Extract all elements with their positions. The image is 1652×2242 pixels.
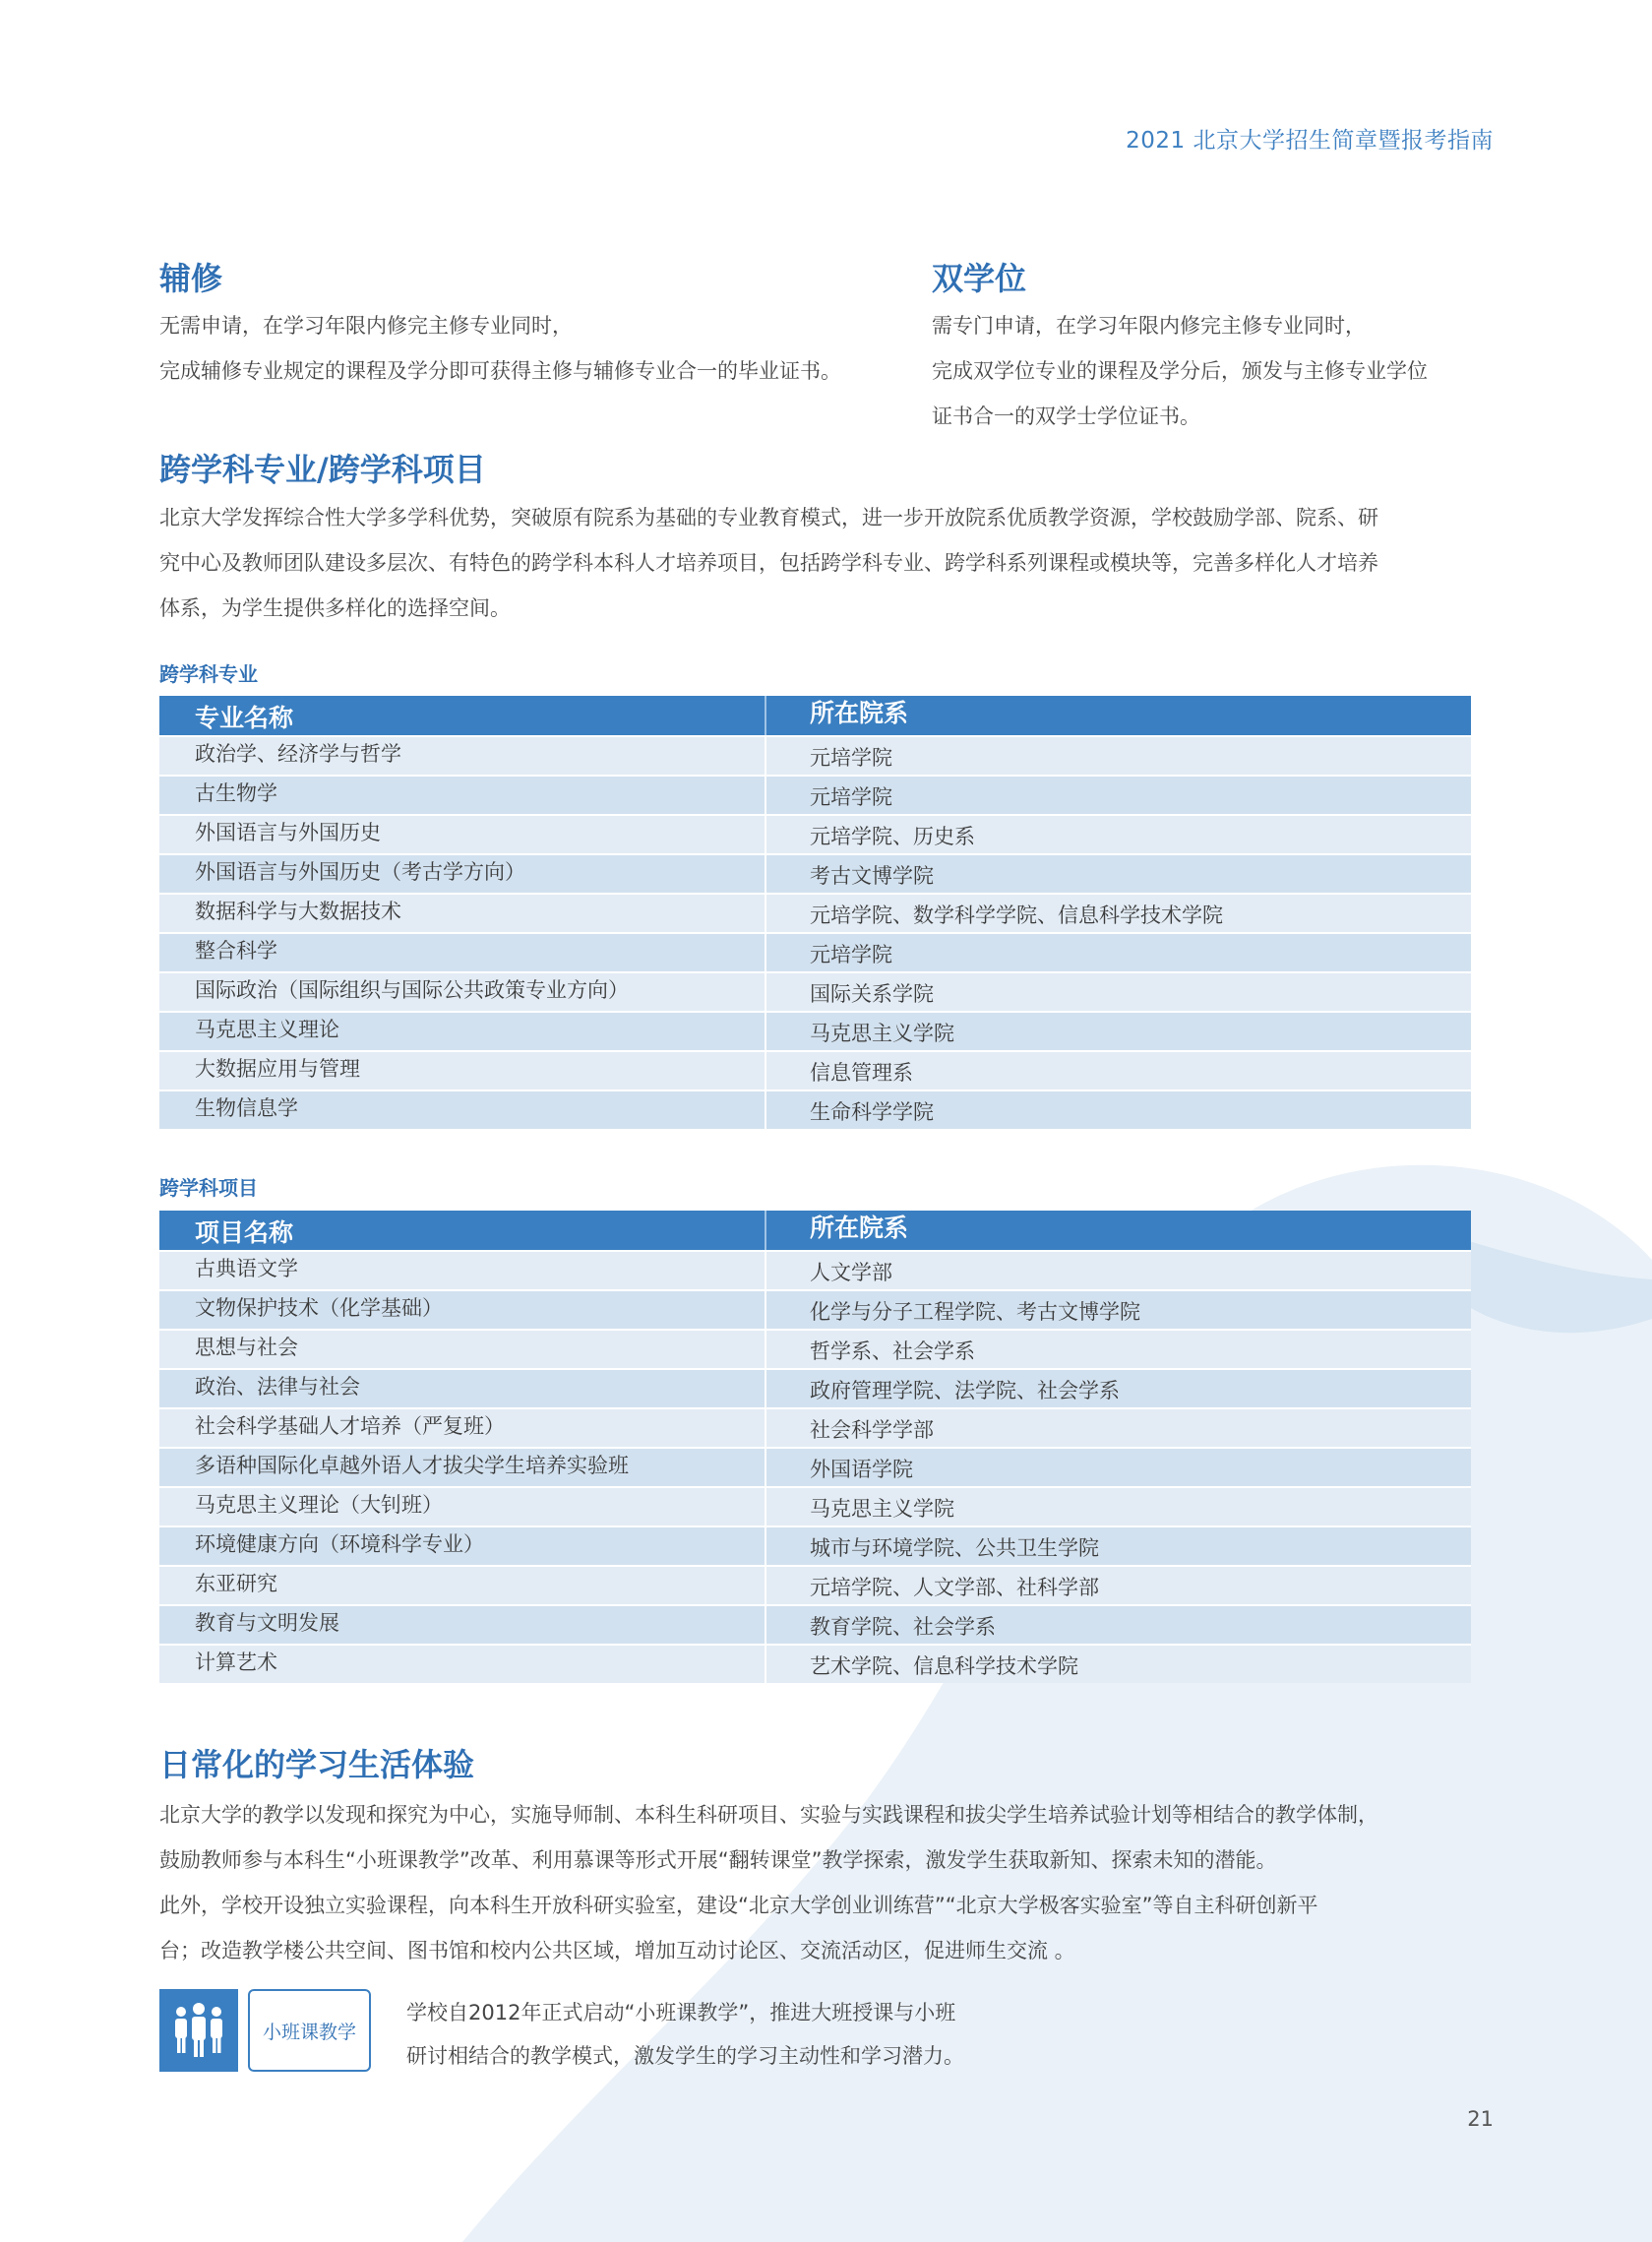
cell-department: 考古文博学院 bbox=[810, 864, 934, 888]
table-row bbox=[159, 1604, 1471, 1644]
cell-name: 马克思主义理论（大钊班） bbox=[159, 1488, 766, 1526]
table-row bbox=[159, 1090, 1471, 1129]
cell-name: 大数据应用与管理 bbox=[159, 1052, 766, 1090]
minor-heading: 辅修 bbox=[159, 260, 223, 297]
small-class-line: 学校自2012年正式启动“小班课教学”，推进大班授课与小班 bbox=[406, 2001, 956, 2024]
daily-learning-heading: 日常化的学习生活体验 bbox=[159, 1746, 475, 1783]
cell-name: 文物保护技术（化学基础） bbox=[159, 1291, 766, 1329]
table-row bbox=[159, 971, 1471, 1011]
cell-department: 元培学院 bbox=[810, 785, 892, 809]
table-row bbox=[159, 1486, 1471, 1526]
table-row bbox=[159, 893, 1471, 932]
cell-name: 古生物学 bbox=[159, 777, 766, 814]
cell-name: 国际政治（国际组织与国际公共政策专业方向） bbox=[159, 973, 766, 1011]
interdisciplinary-line: 体系，为学生提供多样化的选择空间。 bbox=[159, 596, 511, 620]
daily-learning-text bbox=[159, 1792, 1378, 1973]
double-degree-line: 需专门申请，在学习年限内修完主修专业同时， bbox=[932, 314, 1366, 338]
majors-table-header bbox=[159, 696, 1471, 735]
interdisciplinary-line: 北京大学发挥综合性大学多学科优势，突破原有院系为基础的专业教育模式，进一步开放院系优质教学资源，学校鼓励学部、院系、研 bbox=[159, 506, 1378, 529]
small-class-line: 研讨相结合的教学模式，激发学生的学习主动性和学习潜力。 bbox=[406, 2044, 964, 2068]
table-row bbox=[159, 1289, 1471, 1329]
daily-learning-line: 鼓励教师参与本科生“小班课教学”改革、利用慕课等形式开展“翻转课堂”教学探索，激发学生获取新知、探索未知的潜能。 bbox=[159, 1848, 1277, 1872]
table-row bbox=[159, 1526, 1471, 1565]
cell-department: 元培学院、人文学部、社科学部 bbox=[810, 1576, 1099, 1599]
table-row bbox=[159, 932, 1471, 971]
table-row bbox=[159, 814, 1471, 853]
table-row bbox=[159, 1050, 1471, 1090]
small-class-label: 小班课教学 bbox=[248, 1989, 371, 2072]
cell-department: 教育学院、社会学系 bbox=[810, 1615, 996, 1639]
interdisciplinary-heading: 跨学科专业/跨学科项目 bbox=[159, 451, 486, 488]
table-row bbox=[159, 1644, 1471, 1683]
double-degree-heading: 双学位 bbox=[932, 260, 1027, 297]
table-row bbox=[159, 1250, 1471, 1289]
people-group-icon bbox=[159, 1989, 238, 2072]
cell-name: 生物信息学 bbox=[159, 1091, 766, 1129]
small-class-text bbox=[406, 1991, 964, 2078]
daily-learning-line: 此外，学校开设独立实验课程，向本科生开放科研实验室，建设“北京大学创业训练营”“北京大学极客实验室”等自主科研创新平 bbox=[159, 1894, 1318, 1917]
cell-department: 艺术学院、信息科学技术学院 bbox=[810, 1654, 1078, 1678]
cell-department: 元培学院 bbox=[810, 943, 892, 966]
double-degree-line: 完成双学位专业的课程及学分后，颁发与主修专业学位 bbox=[932, 359, 1428, 383]
table-row bbox=[159, 1329, 1471, 1368]
cell-name: 环境健康方向（环境科学专业） bbox=[159, 1527, 766, 1565]
cell-department: 马克思主义学院 bbox=[810, 1497, 954, 1521]
daily-learning-line: 台；改造教学楼公共空间、图书馆和校内公共区域，增加互动讨论区、交流活动区，促进师生交流 。 bbox=[159, 1939, 1075, 1962]
page-header-title: 2021 北京大学招生简章暨报考指南 bbox=[1126, 128, 1494, 154]
table-row bbox=[159, 1368, 1471, 1407]
cell-department: 哲学系、社会学系 bbox=[810, 1339, 975, 1363]
header-cell-department: 所在院系 bbox=[810, 1214, 909, 1242]
interdisciplinary-text bbox=[159, 495, 1378, 631]
header-cell-department: 所在院系 bbox=[810, 699, 909, 727]
projects-table-caption: 跨学科项目 bbox=[159, 1176, 258, 1200]
cell-name: 政治学、经济学与哲学 bbox=[159, 737, 766, 775]
table-row bbox=[159, 775, 1471, 814]
cell-department: 马克思主义学院 bbox=[810, 1022, 954, 1045]
projects-table-header bbox=[159, 1211, 1471, 1250]
cell-department: 元培学院 bbox=[810, 746, 892, 770]
table-row bbox=[159, 1447, 1471, 1486]
page-number: 21 bbox=[1467, 2107, 1494, 2131]
header-cell-name: 项目名称 bbox=[159, 1211, 766, 1250]
double-degree-line: 证书合一的双学士学位证书。 bbox=[932, 405, 1200, 428]
cell-department: 元培学院、历史系 bbox=[810, 825, 975, 848]
projects-table bbox=[159, 1211, 1471, 1683]
majors-table-caption: 跨学科专业 bbox=[159, 662, 258, 686]
cell-name: 外国语言与外国历史（考古学方向） bbox=[159, 855, 766, 893]
table-row bbox=[159, 1407, 1471, 1447]
cell-name: 教育与文明发展 bbox=[159, 1606, 766, 1644]
cell-department: 政府管理学院、法学院、社会学系 bbox=[810, 1379, 1120, 1402]
cell-name: 计算艺术 bbox=[159, 1646, 766, 1683]
cell-department: 元培学院、数学科学学院、信息科学技术学院 bbox=[810, 903, 1223, 927]
table-row bbox=[159, 853, 1471, 893]
minor-line: 完成辅修专业规定的课程及学分即可获得主修与辅修专业合一的毕业证书。 bbox=[159, 359, 841, 383]
cell-department: 国际关系学院 bbox=[810, 982, 934, 1006]
cell-name: 整合科学 bbox=[159, 934, 766, 971]
cell-department: 人文学部 bbox=[810, 1261, 892, 1284]
cell-department: 城市与环境学院、公共卫生学院 bbox=[810, 1536, 1099, 1560]
cell-department: 信息管理系 bbox=[810, 1061, 913, 1085]
table-row bbox=[159, 1011, 1471, 1050]
cell-name: 思想与社会 bbox=[159, 1331, 766, 1368]
double-degree-text bbox=[932, 303, 1428, 439]
cell-name: 多语种国际化卓越外语人才拔尖学生培养实验班 bbox=[159, 1449, 766, 1486]
cell-department: 化学与分子工程学院、考古文博学院 bbox=[810, 1300, 1140, 1324]
cell-name: 马克思主义理论 bbox=[159, 1013, 766, 1050]
cell-department: 生命科学学院 bbox=[810, 1100, 934, 1124]
cell-name: 东亚研究 bbox=[159, 1567, 766, 1604]
majors-table bbox=[159, 696, 1471, 1129]
cell-name: 外国语言与外国历史 bbox=[159, 816, 766, 853]
small-class-badge bbox=[159, 1989, 371, 2072]
cell-name: 社会科学基础人才培养（严复班） bbox=[159, 1409, 766, 1447]
table-row bbox=[159, 1565, 1471, 1604]
cell-name: 数据科学与大数据技术 bbox=[159, 895, 766, 932]
minor-line: 无需申请，在学习年限内修完主修专业同时， bbox=[159, 314, 573, 338]
interdisciplinary-line: 究中心及教师团队建设多层次、有特色的跨学科本科人才培养项目，包括跨学科专业、跨学科系列课程或模块等，完善多样化人才培养 bbox=[159, 551, 1378, 575]
table-row bbox=[159, 735, 1471, 775]
daily-learning-line: 北京大学的教学以发现和探究为中心，实施导师制、本科生科研项目、实验与实践课程和拔尖学生培养试验计划等相结合的教学体制， bbox=[159, 1803, 1378, 1827]
cell-department: 外国语学院 bbox=[810, 1458, 913, 1481]
cell-name: 古典语文学 bbox=[159, 1252, 766, 1289]
cell-department: 社会科学学部 bbox=[810, 1418, 934, 1442]
minor-text bbox=[159, 303, 841, 394]
cell-name: 政治、法律与社会 bbox=[159, 1370, 766, 1407]
header-cell-name: 专业名称 bbox=[159, 696, 766, 735]
